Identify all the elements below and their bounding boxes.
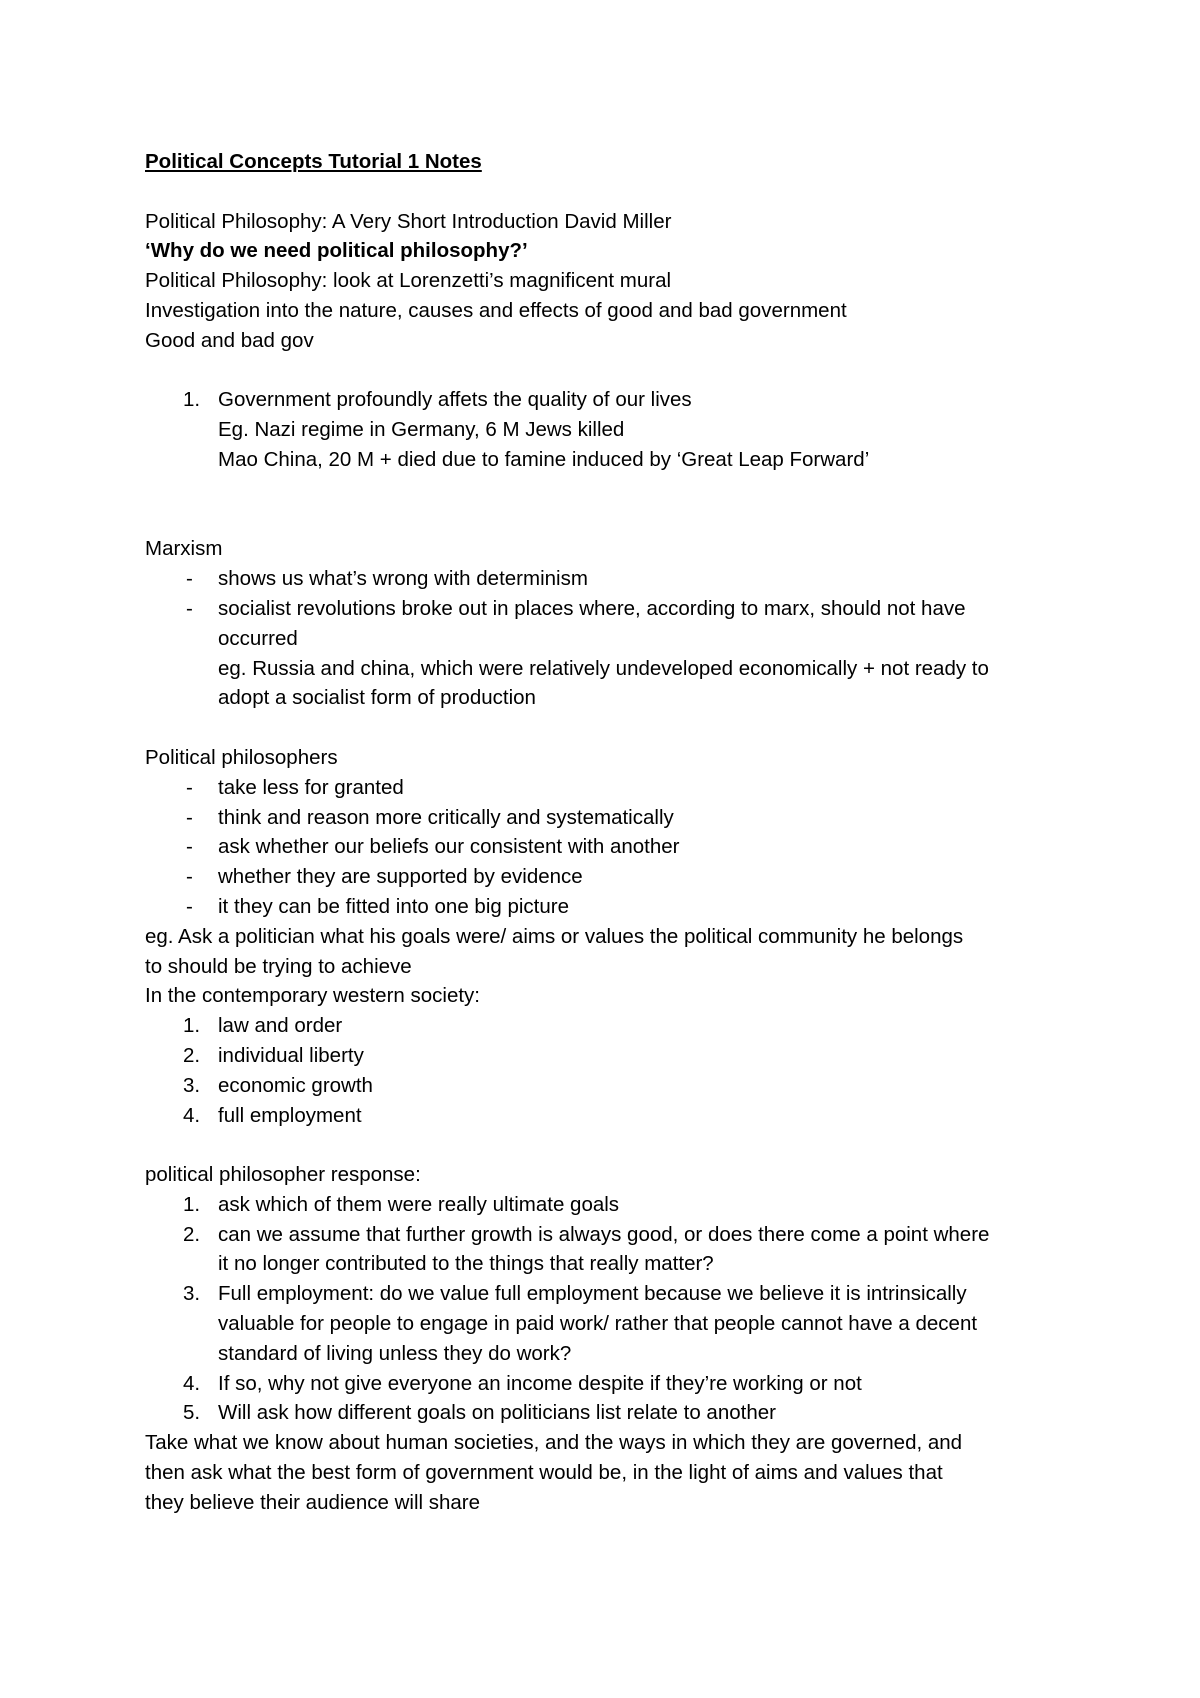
society-heading: In the contemporary western society:: [145, 984, 480, 1008]
section-heading-marxism: Marxism: [145, 537, 223, 561]
bullet-continuation: occurred: [218, 626, 298, 650]
list-number: 5.: [183, 1401, 201, 1425]
list-number: 1.: [183, 1192, 201, 1216]
list-number: 4.: [183, 1103, 201, 1127]
intro-question: ‘Why do we need political philosophy?’: [145, 239, 528, 263]
closing-line: they believe their audience will share: [145, 1490, 481, 1514]
bullet-text: socialist revolutions broke out in places where, according to marx, should not have: [218, 596, 966, 620]
list-text: law and order: [218, 1014, 343, 1038]
spacer: [145, 713, 1075, 743]
numbered-item: [145, 385, 1075, 415]
list-text: economic growth: [218, 1073, 373, 1097]
list-number: 3.: [183, 1282, 201, 1306]
example-line: eg. Ask a politician what his goals were/ aims or values the political community he belongs: [145, 924, 964, 948]
closing-line: Take what we know about human societies, and the ways in which they are governed, and: [145, 1431, 963, 1455]
list-text: full employment: [218, 1103, 362, 1127]
list-text: ask which of them were really ultimate goals: [218, 1192, 620, 1216]
document-body: [145, 147, 1075, 1518]
numbered-item: [145, 1279, 1075, 1309]
list-number: 4.: [183, 1371, 201, 1395]
list-text: If so, why not give everyone an income despite if they’re working or not: [218, 1371, 862, 1395]
list-subline: Eg. Nazi regime in Germany, 6 M Jews killed: [218, 418, 625, 442]
closing-line: then ask what the best form of government would be, in the light of aims and values that: [145, 1461, 943, 1485]
bullet-dash: -: [186, 865, 193, 889]
bullet-text: think and reason more critically and systematically: [218, 805, 674, 829]
bullet-item: [145, 832, 1075, 862]
list-continuation: it no longer contributed to the things that really matter?: [218, 1252, 714, 1276]
bullet-dash: -: [186, 835, 193, 859]
numbered-item: [145, 1369, 1075, 1399]
intro-line: Good and bad gov: [145, 328, 314, 352]
document-title: Political Concepts Tutorial 1 Notes: [145, 150, 482, 173]
bullet-text: it they can be fitted into one big picture: [218, 894, 570, 918]
list-text: Will ask how different goals on politicians list relate to another: [218, 1401, 776, 1425]
numbered-item: [145, 1101, 1075, 1131]
spacer: [145, 1130, 1075, 1160]
example-line: to should be trying to achieve: [145, 954, 412, 978]
list-text: individual liberty: [218, 1043, 364, 1067]
intro-line: Political Philosophy: look at Lorenzetti’s magnificent mural: [145, 269, 672, 293]
list-text: can we assume that further growth is always good, or does there come a point where: [218, 1222, 990, 1246]
intro-line: Political Philosophy: A Very Short Introduction David Miller: [145, 209, 672, 233]
bullet-dash: -: [186, 805, 193, 829]
intro-line: Investigation into the nature, causes and effects of good and bad government: [145, 298, 847, 322]
numbered-item: [145, 1071, 1075, 1101]
numbered-item: [145, 1041, 1075, 1071]
bullet-dash: -: [186, 775, 193, 799]
list-number: 1.: [183, 1014, 201, 1038]
bullet-text: take less for granted: [218, 775, 404, 799]
list-text: Government profoundly affets the quality of our lives: [218, 388, 692, 412]
bullet-text: whether they are supported by evidence: [218, 865, 583, 889]
bullet-item: [145, 803, 1075, 833]
spacer: [145, 475, 1075, 535]
list-subline: Mao China, 20 M + died due to famine induced by ‘Great Leap Forward’: [218, 447, 870, 471]
bullet-item: [145, 594, 1075, 624]
numbered-item: [145, 1398, 1075, 1428]
bullet-item: [145, 564, 1075, 594]
list-continuation: valuable for people to engage in paid work/ rather that people cannot have a decent: [218, 1312, 978, 1336]
bullet-item: [145, 892, 1075, 922]
numbered-item: [145, 1011, 1075, 1041]
list-number: 2.: [183, 1043, 201, 1067]
bullet-dash: -: [186, 894, 193, 918]
list-number: 3.: [183, 1073, 201, 1097]
list-text: Full employment: do we value full employment because we believe it is intrinsically: [218, 1282, 967, 1306]
list-number: 1.: [183, 388, 201, 412]
bullet-continuation: eg. Russia and china, which were relatively undeveloped economically + not ready to: [218, 656, 989, 680]
spacer: [145, 356, 1075, 386]
bullet-text: shows us what’s wrong with determinism: [218, 567, 588, 591]
spacer: [145, 177, 1075, 207]
bullet-text: ask whether our beliefs our consistent with another: [218, 835, 680, 859]
section-heading-philosophers: Political philosophers: [145, 745, 338, 769]
numbered-item: [145, 1220, 1075, 1250]
list-number: 2.: [183, 1222, 201, 1246]
bullet-dash: -: [186, 567, 193, 591]
section-heading-response: political philosopher response:: [145, 1163, 421, 1187]
numbered-item: [145, 1190, 1075, 1220]
bullet-continuation: adopt a socialist form of production: [218, 686, 536, 710]
bullet-item: [145, 773, 1075, 803]
bullet-item: [145, 862, 1075, 892]
list-continuation: standard of living unless they do work?: [218, 1341, 572, 1365]
bullet-dash: -: [186, 596, 193, 620]
